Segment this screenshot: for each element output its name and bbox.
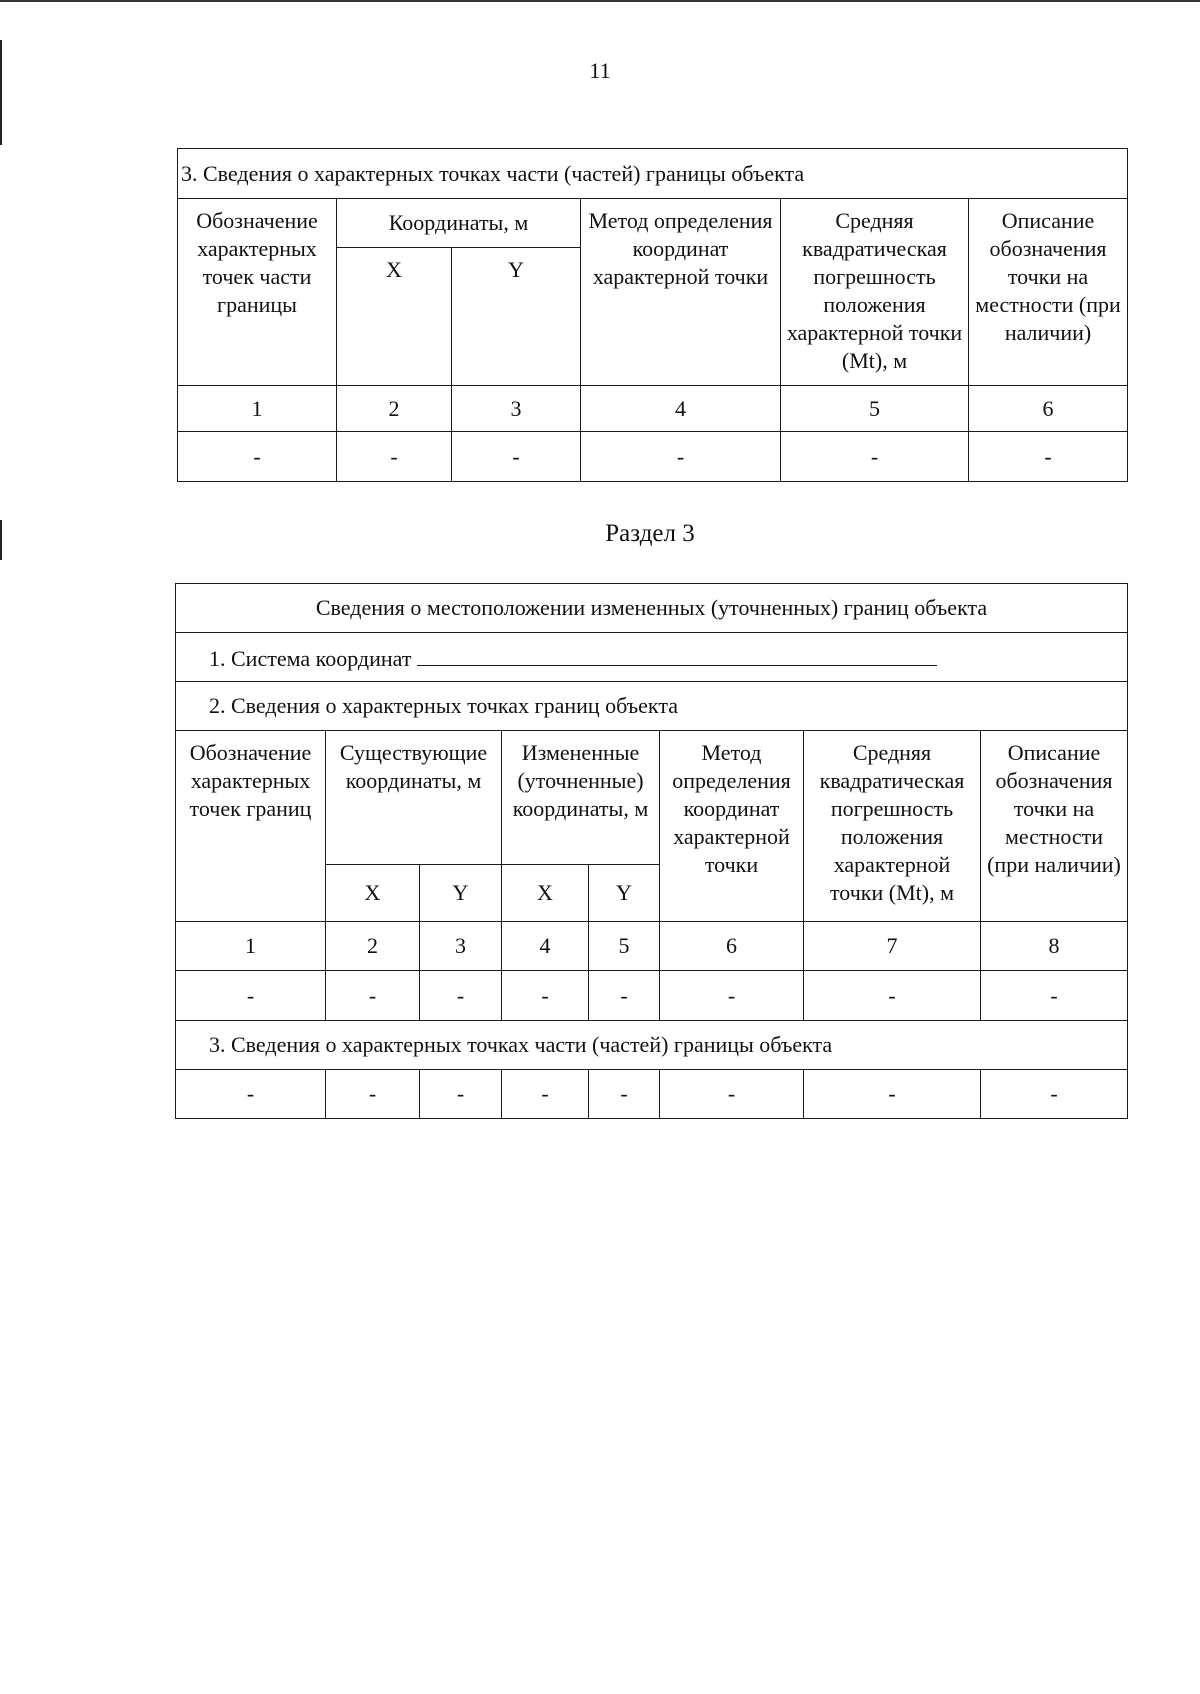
table-cell: -: [804, 971, 981, 1021]
column-number: 1: [178, 386, 337, 432]
header-method: Метод определения координат характерной точки: [660, 731, 804, 922]
table-cell: -: [176, 1070, 326, 1119]
table-cell: -: [337, 432, 452, 482]
coordinate-system-field: [417, 641, 937, 666]
column-number: 5: [589, 922, 660, 971]
column-number: 3: [452, 386, 581, 432]
header-existing-coordinates: Существующие координаты, м: [326, 731, 502, 865]
header-y: Y: [420, 865, 502, 922]
column-number: 4: [581, 386, 781, 432]
coordinate-system-row: [176, 633, 1128, 682]
header-description: Описание обозначения точки на местности (при наличии): [981, 731, 1128, 922]
header-x: X: [326, 865, 420, 922]
table-cell: -: [502, 971, 589, 1021]
header-method: Метод определения координат характерной точки: [581, 199, 781, 386]
table-cell: -: [589, 1070, 660, 1119]
column-number: 2: [326, 922, 420, 971]
header-error: Средняя квадратическая погрешность положения характерной точки (Mt), м: [781, 199, 969, 386]
coordinate-system-label: 1. Система координат: [209, 646, 412, 671]
page-number: 11: [589, 58, 611, 83]
table-cell: -: [420, 971, 502, 1021]
header-description: Описание обозначения точки на местности (при наличии): [969, 199, 1128, 386]
column-number: 7: [804, 922, 981, 971]
column-number: 5: [781, 386, 969, 432]
table-cell: -: [804, 1070, 981, 1119]
table-cell: -: [176, 971, 326, 1021]
table-cell: -: [326, 971, 420, 1021]
table-cell: -: [420, 1070, 502, 1119]
column-number: 2: [337, 386, 452, 432]
table-title: Сведения о местоположении измененных (уточненных) границ объекта: [176, 584, 1128, 633]
column-number: 4: [502, 922, 589, 971]
left-edge-mark: [0, 40, 2, 145]
table-cell: -: [326, 1070, 420, 1119]
table-cell: -: [660, 1070, 804, 1119]
table-cell: -: [781, 432, 969, 482]
table-cell: -: [660, 971, 804, 1021]
table-cell: -: [452, 432, 581, 482]
header-x: X: [502, 865, 589, 922]
table-title: 3. Сведения о характерных точках части (частей) границы объекта: [178, 149, 1128, 199]
table-cell: -: [178, 432, 337, 482]
table-cell: -: [581, 432, 781, 482]
subsection-title: 3. Сведения о характерных точках части (частей) границы объекта: [176, 1021, 1128, 1070]
column-number: 6: [660, 922, 804, 971]
table-cell: -: [981, 1070, 1128, 1119]
section-heading: Раздел 3: [605, 520, 695, 547]
column-number: 1: [176, 922, 326, 971]
header-coordinates: Координаты, м: [337, 199, 581, 248]
header-designation: Обозначение характерных точек границ: [176, 731, 326, 922]
header-x: X: [337, 248, 452, 386]
header-designation: Обозначение характерных точек части границы: [178, 199, 337, 386]
table-cell: -: [502, 1070, 589, 1119]
table-cell: -: [969, 432, 1128, 482]
header-changed-coordinates: Измененные (уточненные) координаты, м: [502, 731, 660, 865]
subsection-title: 2. Сведения о характерных точках границ объекта: [176, 682, 1128, 731]
top-edge-rule: [0, 0, 1200, 2]
header-y: Y: [452, 248, 581, 386]
header-y: Y: [589, 865, 660, 922]
changed-boundaries-table: [175, 583, 1128, 1119]
column-number: 6: [969, 386, 1128, 432]
table-cell: -: [589, 971, 660, 1021]
column-number: 3: [420, 922, 502, 971]
part-boundary-points-table: [177, 148, 1128, 482]
header-error: Средняя квадратическая погрешность положения характерной точки (Mt), м: [804, 731, 981, 922]
table-cell: -: [981, 971, 1128, 1021]
column-number: 8: [981, 922, 1128, 971]
